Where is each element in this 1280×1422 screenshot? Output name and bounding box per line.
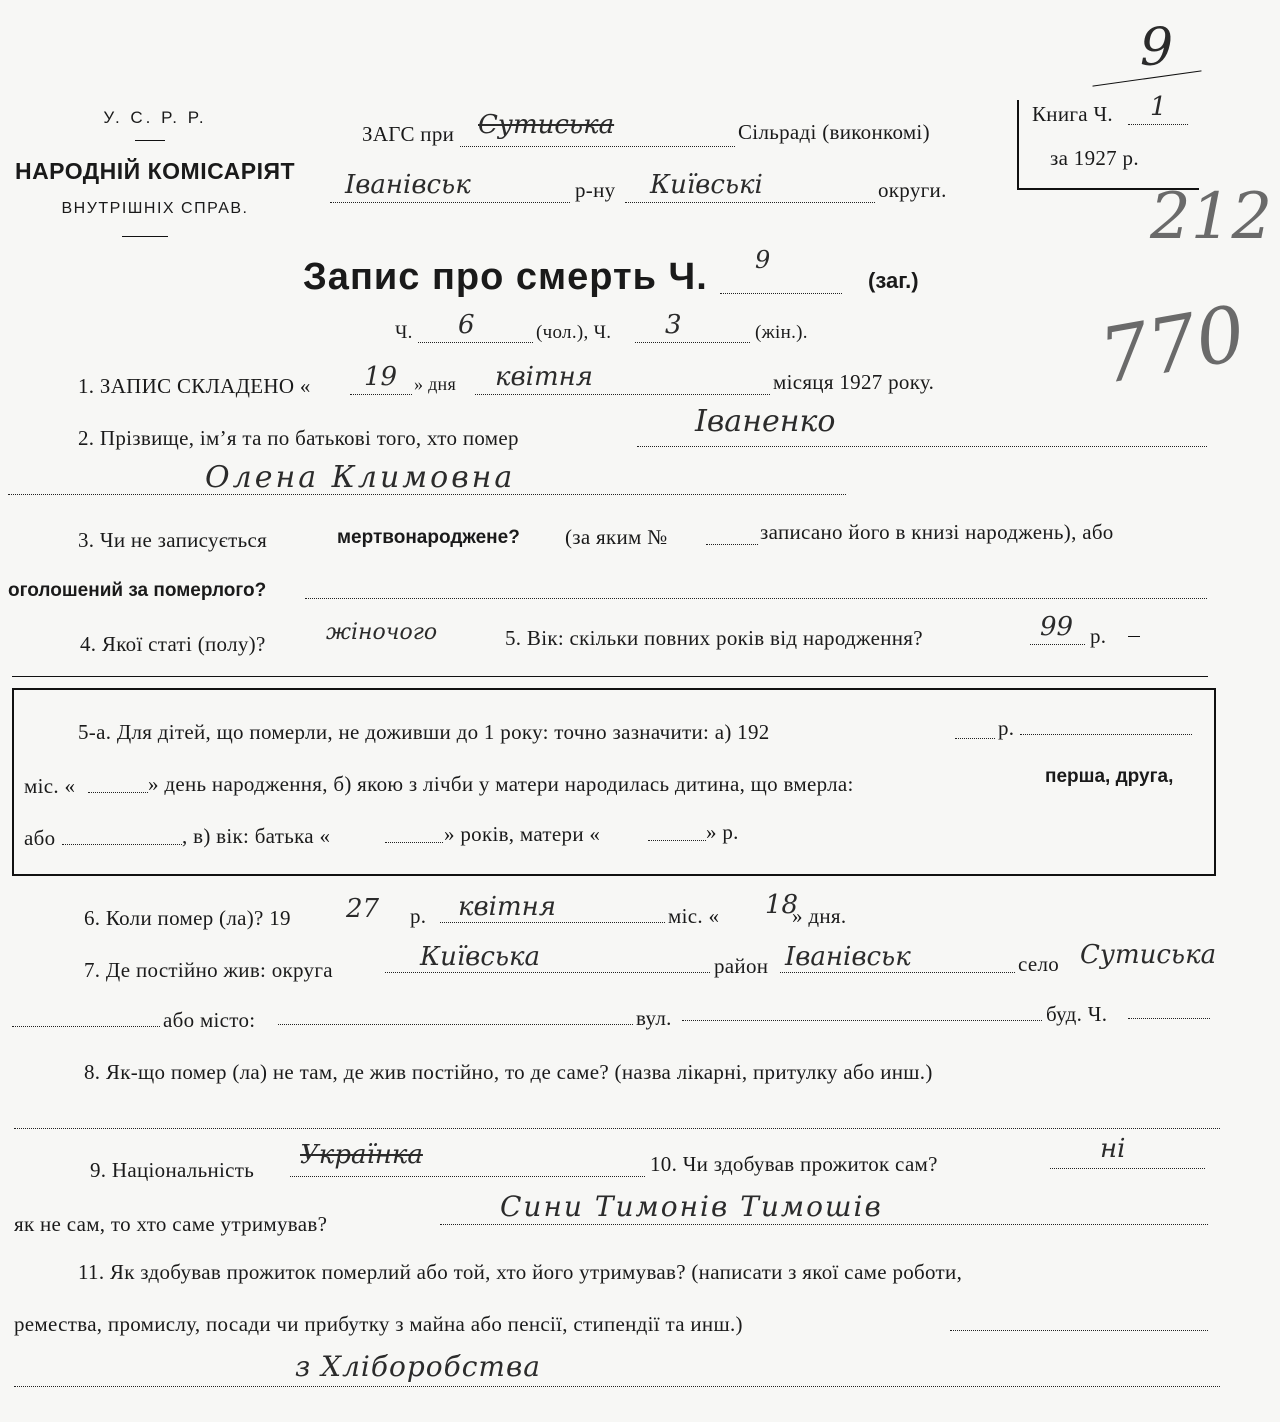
- f1-suffix: місяця 1927 року.: [773, 370, 935, 394]
- f6-r: р.: [410, 904, 427, 928]
- margin-note-2: 770: [1093, 288, 1252, 401]
- f6-month: квітня: [458, 892, 556, 922]
- book-year: за 1927 р.: [1050, 146, 1139, 170]
- f1-day-line: [350, 394, 412, 395]
- f5-dash: [1128, 636, 1140, 637]
- zhin-line: [635, 342, 750, 343]
- f7-raion-line: [780, 972, 1015, 973]
- f10-value: ні: [1100, 1134, 1126, 1164]
- f2-surname: Іваненко: [695, 404, 836, 439]
- zags-suffix: Сільраді (виконкомі): [738, 120, 930, 144]
- record-title: Запис про смерть Ч.: [303, 256, 708, 298]
- f10-line: [1050, 1168, 1205, 1169]
- box-year-line: [955, 738, 995, 739]
- corner-number: 9: [1140, 18, 1174, 78]
- f7-line2-c: буд. Ч.: [1046, 1002, 1108, 1026]
- f7-selo-label: село: [1018, 952, 1060, 976]
- box-line3-d: » р.: [706, 820, 739, 844]
- zags-value: Сутиська: [478, 110, 615, 140]
- f8-line: [14, 1128, 1220, 1129]
- f6-dnia: » дня.: [792, 904, 847, 928]
- f3-text: 3. Чи не записується: [78, 528, 268, 552]
- f6-mis: міс. «: [668, 904, 720, 928]
- f7-okruha: Київська: [420, 942, 541, 972]
- f1-label: 1. ЗАПИС СКЛАДЕНО «: [78, 374, 311, 398]
- record-number-line: [720, 293, 842, 294]
- f7-raion: Іванівськ: [785, 942, 911, 972]
- box-other-line: [62, 844, 182, 845]
- f7-city-line: [278, 1024, 633, 1025]
- f6-year: 27: [346, 894, 380, 924]
- okruha-label: округи.: [878, 178, 947, 202]
- box-mother-line: [648, 840, 706, 841]
- record-number: 9: [755, 246, 771, 274]
- f10-line2: як не сам, то хто саме утримував?: [14, 1212, 328, 1236]
- f3-number-line: [706, 544, 758, 545]
- f1-month-line: [475, 394, 770, 395]
- f10-value2: Сини Тимонів Тимошів: [500, 1190, 883, 1223]
- f3-text3: записано його в книзі народжень), або: [760, 520, 1114, 544]
- box-day-line: [88, 792, 148, 793]
- chol-line: [418, 342, 533, 343]
- box-line1-end: р.: [998, 716, 1015, 740]
- f7-label: 7. Де постійно жив: округа: [84, 958, 333, 982]
- okruha-value: Київські: [650, 170, 763, 200]
- f7-line2-b: вул.: [636, 1006, 672, 1030]
- f3-line2: оголошений за померлого?: [8, 580, 267, 601]
- f9-line: [290, 1176, 645, 1177]
- f10-label: 10. Чи здобував прожиток сам?: [650, 1152, 938, 1176]
- f10-line2-fill: [440, 1224, 1208, 1225]
- f11-text: 11. Як здобував прожиток померлий або той, хто його утримував? (написати з якої саме роботи,: [78, 1260, 963, 1284]
- f5-label: 5. Вік: скільки повних років від народження?: [505, 626, 923, 650]
- zhin-suffix: (жін.).: [755, 322, 808, 343]
- zags-prefix: ЗАГС при: [362, 122, 455, 146]
- box-line3-c: » років, матери «: [444, 822, 601, 846]
- box-line3-b: , в) вік: батька «: [182, 824, 331, 848]
- f3-line2-fill: [305, 598, 1207, 599]
- margin-note-1: 212: [1150, 180, 1273, 254]
- commissariat-subtitle: ВНУТРІШНІХ СПРАВ.: [61, 200, 249, 217]
- republic-label: У. С. Р. Р.: [103, 108, 207, 127]
- f2-surname-line: [637, 446, 1207, 447]
- f9-label: 9. Національність: [90, 1158, 255, 1182]
- f11-value: з Хліборобства: [295, 1350, 541, 1383]
- f1-mid: » дня: [414, 374, 457, 394]
- f9-value: Українка: [300, 1140, 423, 1170]
- f7-okruha-line: [385, 972, 710, 973]
- f2-label: 2. Прізвище, ім’я та по батькові того, хто помер: [78, 426, 519, 450]
- f11-line2: ремества, промислу, посади чи прибутку з майна або пенсії, стипендії та инш.): [14, 1312, 743, 1336]
- f7-house-line: [1128, 1018, 1210, 1019]
- book-number: 1: [1150, 92, 1167, 122]
- f1-day: 19: [364, 362, 398, 392]
- box-father-line: [385, 842, 443, 843]
- f8-text: 8. Як-що помер (ла) не там, де жив постійно, то де саме? (назва лікарні, притулку або инш.): [84, 1060, 933, 1084]
- header-divider: [135, 140, 165, 141]
- f7-raion-label: район: [714, 954, 769, 978]
- box-line1: 5-а. Для дітей, що померли, не доживши до 1 року: точно зазначити: а) 192: [78, 720, 770, 744]
- box-line2-a: міс. «: [24, 774, 76, 798]
- f7-line2-a: або місто:: [163, 1008, 256, 1032]
- f7-selo: Сутиська: [1080, 940, 1217, 970]
- raion-line: [330, 202, 570, 203]
- chol-value: 6: [458, 310, 475, 340]
- raion-label: р-ну: [575, 178, 616, 202]
- f4-label: 4. Якої статі (полу)?: [80, 632, 266, 656]
- header-divider-2: [122, 236, 168, 237]
- f11-line3: [14, 1386, 1220, 1387]
- record-suffix: (заг.): [868, 268, 919, 293]
- box-line2-bold: перша, друга,: [1045, 766, 1174, 787]
- f3-text2: (за яким №: [565, 525, 668, 549]
- f11-line2-fill: [950, 1330, 1208, 1331]
- f5-value: 99: [1040, 612, 1074, 642]
- f5-suffix: р.: [1090, 624, 1107, 648]
- zhin-value: 3: [665, 310, 682, 340]
- book-number-line: [1128, 124, 1188, 125]
- f1-month: квітня: [495, 362, 593, 392]
- f2-name-line: [8, 494, 846, 495]
- f7-street-line: [682, 1020, 1042, 1021]
- f7-line2-start: [12, 1026, 160, 1027]
- f6-day: 18: [765, 890, 799, 920]
- box-line1-fill: [1020, 734, 1192, 735]
- f3-bold: мертвонароджене?: [337, 527, 520, 548]
- f2-name: Олена Климовна: [205, 460, 516, 495]
- okruha-line: [625, 202, 875, 203]
- commissariat-title: НАРОДНІЙ КОМІСАРІЯТ: [14, 158, 296, 184]
- chol-label: Ч.: [395, 322, 413, 343]
- box-line3-a: або: [24, 826, 56, 850]
- chol-suffix: (чол.), Ч.: [536, 322, 612, 343]
- raion-value: Іванівськ: [345, 170, 471, 200]
- book-label: Книга Ч.: [1032, 102, 1113, 126]
- zags-line: [460, 146, 735, 147]
- f4-value: жіночого: [326, 620, 438, 645]
- section-rule: [12, 676, 1208, 677]
- f6-label: 6. Коли помер (ла)? 19: [84, 906, 291, 930]
- f6-month-line: [440, 922, 665, 923]
- f5-line: [1030, 644, 1085, 645]
- box-line2-b: » день народження, б) якою з лічби у матери народилась дитина, що вмерла:: [148, 772, 854, 796]
